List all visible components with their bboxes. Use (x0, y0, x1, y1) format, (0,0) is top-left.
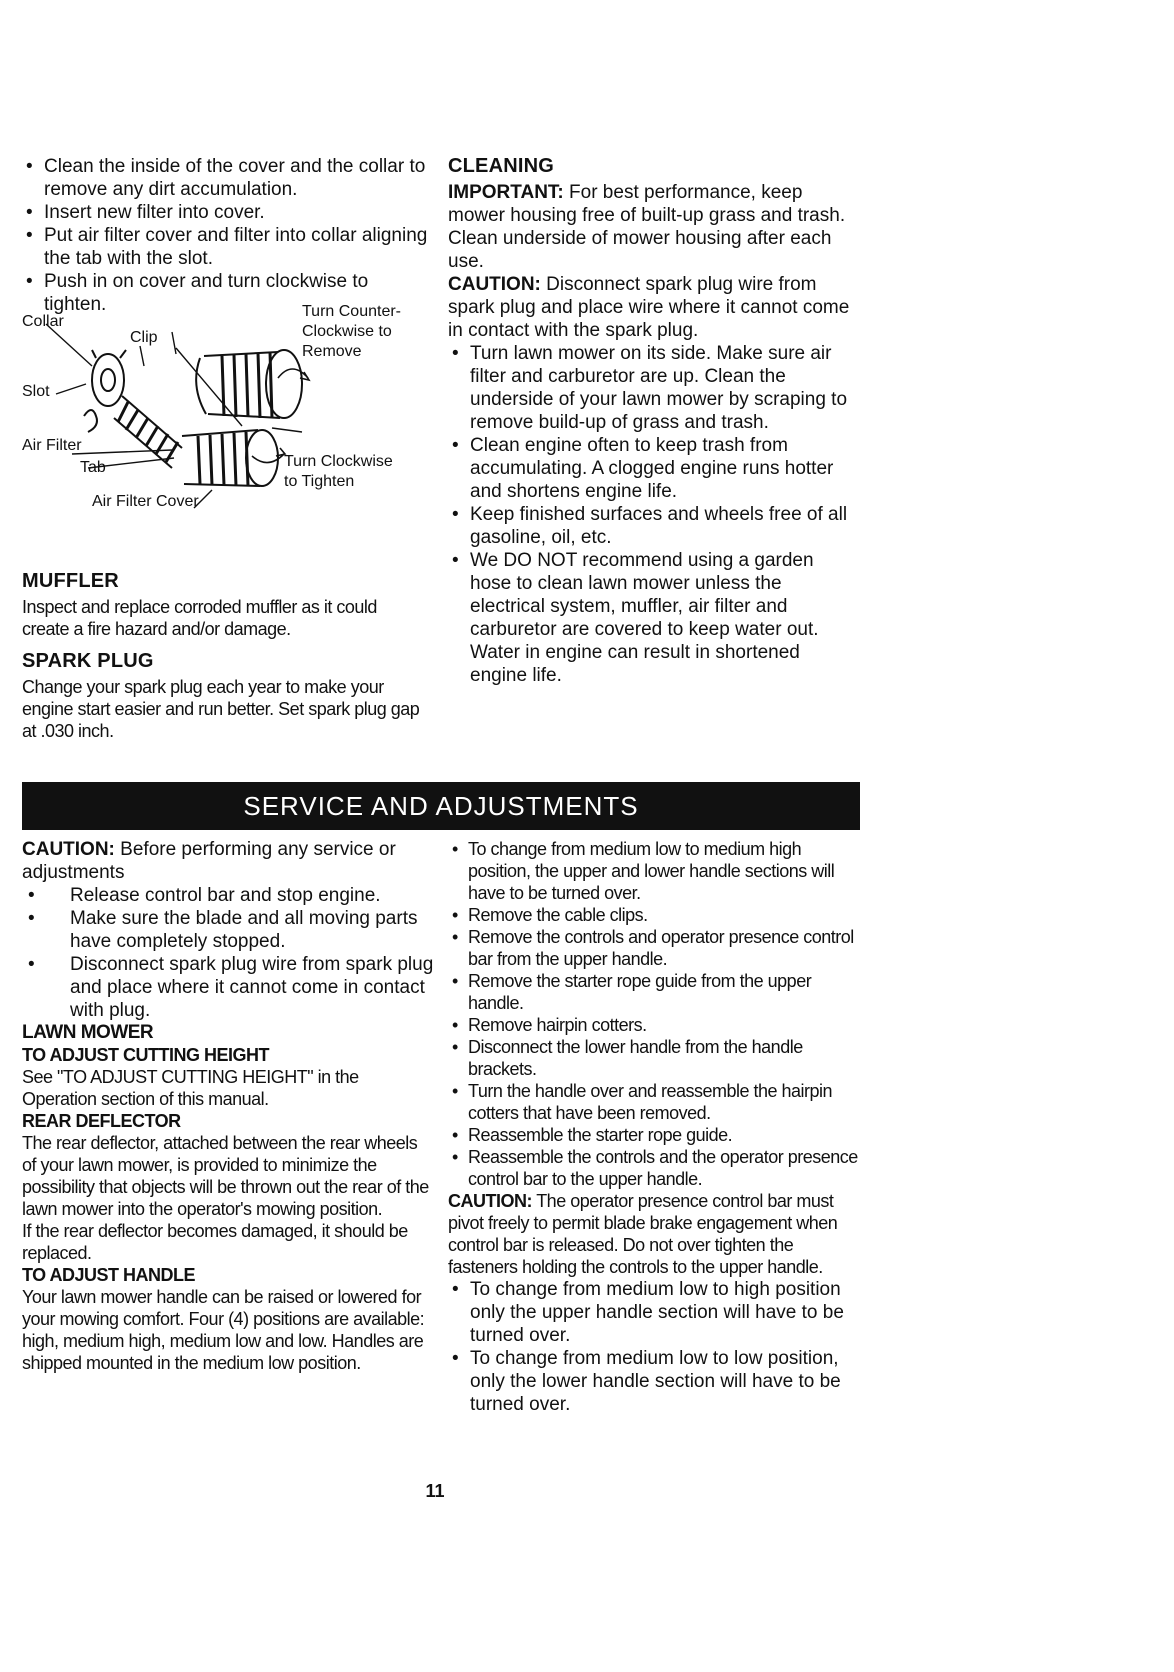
service-left-column (22, 838, 434, 1374)
list-item: • Push in on cover and turn clockwise to tighten. (22, 270, 430, 316)
cleaning-important (448, 181, 858, 273)
list-item: • Release control bar and stop engine. (22, 884, 434, 907)
list-item: • Remove hairpin cotters. (448, 1014, 860, 1036)
list-item: • Remove the cable clips. (448, 904, 860, 926)
list-item: • Put air filter cover and filter into collar aligning the tab with the slot. (22, 224, 430, 270)
service-caution-text: Before performing any service or adjustments (22, 839, 396, 883)
caution-text: Disconnect spark plug wire from spark plug and place wire where it cannot come in contact with the spark plug. (448, 274, 850, 341)
muffler-text: Inspect and replace corroded muffler as it could create a fire hazard and/or damage. (22, 597, 377, 639)
list-item: • Remove the controls and operator presence control bar from the upper handle. (448, 926, 860, 970)
label-turn-counter-3: Remove (302, 343, 362, 360)
list-item: • Clean engine often to keep trash from accumulating. A clogged engine runs hotter and shortens engine life. (448, 434, 858, 503)
lawn-mower-section (22, 1022, 434, 1374)
label-turn-clockwise-2: to Tighten (284, 473, 355, 490)
label-clip: Clip (130, 329, 158, 346)
list-item: • Clean the inside of the cover and the collar to remove any dirt accumulation. (22, 155, 430, 201)
muffler-section (22, 570, 422, 742)
label-tab: Tab (80, 459, 106, 476)
rear-deflector-text-2: If the rear deflector becomes damaged, it should be replaced. (22, 1221, 408, 1263)
page-number: 11 (425, 1481, 445, 1501)
handle-caution-label: CAUTION: (448, 1191, 532, 1211)
service-caution (22, 838, 434, 884)
handle-caution (448, 1190, 860, 1278)
spark-plug-heading: SPARK PLUG (22, 650, 154, 672)
service-banner: SERVICE AND ADJUSTMENTS (22, 782, 860, 830)
rear-deflector-heading: REAR DEFLECTOR (22, 1111, 181, 1131)
label-collar: Collar (22, 313, 64, 330)
air-filter-steps (22, 155, 430, 316)
cutting-height-heading: TO ADJUST CUTTING HEIGHT (22, 1045, 270, 1065)
caution-label: CAUTION: (448, 274, 541, 295)
list-item: • Reassemble the controls and the operator presence control bar to the upper handle. (448, 1146, 860, 1190)
list-item: • Make sure the blade and all moving parts have completely stopped. (22, 907, 434, 953)
list-item: • To change from medium low to low position, only the lower handle section will have to be turned over. (448, 1347, 860, 1416)
air-filter-illustration (22, 318, 422, 550)
list-item: • Keep finished surfaces and wheels free of all gasoline, oil, etc. (448, 503, 858, 549)
handle-steps-list (448, 838, 860, 1190)
label-turn-counter-2: Clockwise to (302, 323, 392, 340)
muffler-heading: MUFFLER (22, 570, 119, 592)
service-caution-label: CAUTION: (22, 839, 115, 860)
lawn-mower-heading: LAWN MOWER (22, 1022, 154, 1043)
list-item: • Insert new filter into cover. (22, 201, 430, 224)
cleaning-caution (448, 273, 858, 342)
list-item: • Turn lawn mower on its side. Make sure air filter and carburetor are up. Clean the underside of your lawn mower by scraping to remove build-up of grass and trash. (448, 342, 858, 434)
list-item: • To change from medium low to medium high position, the upper and lower handle sections will have to be turned over. (448, 838, 860, 904)
list-item: • Turn the handle over and reassemble the hairpin cotters that have been removed. (448, 1080, 860, 1124)
list-item: • We DO NOT recommend using a garden hose to clean lawn mower unless the electrical system, muffler, air filter and carburetor are covered to keep water out. Water in engine can result in shortened engine life. (448, 549, 858, 687)
list-item: • Remove the starter rope guide from the upper handle. (448, 970, 860, 1014)
label-slot: Slot (22, 383, 50, 400)
important-label: IMPORTANT: (448, 182, 564, 203)
air-filter-instructions (22, 155, 430, 316)
spark-plug-text: Change your spark plug each year to make your engine start easier and run better. Set spark plug gap at .030 inch. (22, 677, 420, 741)
cleaning-heading: CLEANING (448, 155, 555, 177)
handle-text: Your lawn mower handle can be raised or lowered for your mowing comfort. Four (4) positions are available: high, medium high, medium low and low. Handles are shipped mounted in the medium low position. (22, 1287, 425, 1373)
service-right-column (448, 838, 860, 1416)
label-turn-counter-1: Turn Counter- (302, 303, 401, 320)
important-text: For best performance, keep mower housing free of built-up grass and trash. Clean underside of mower housing after each use. (448, 182, 846, 272)
handle-caution-text: The operator presence control bar must pivot freely to permit blade brake engagement when control bar is released. Do not over tighten the fasteners holding the controls to the upper handle. (448, 1191, 838, 1277)
air-filter-diagram (22, 303, 422, 550)
label-air-filter: Air Filter (22, 437, 82, 454)
label-air-filter-cover: Air Filter Cover (92, 493, 199, 510)
service-caution-list (22, 884, 434, 1022)
cutting-height-text: See "TO ADJUST CUTTING HEIGHT" in the Operation section of this manual. (22, 1067, 359, 1109)
handle-steps (448, 838, 860, 1278)
label-turn-clockwise-1: Turn Clockwise (284, 453, 393, 470)
handle-heading: TO ADJUST HANDLE (22, 1265, 196, 1285)
list-item: • Disconnect the lower handle from the handle brackets. (448, 1036, 860, 1080)
cleaning-section (448, 155, 858, 687)
list-item: • Reassemble the starter rope guide. (448, 1124, 860, 1146)
cleaning-list (448, 342, 858, 687)
handle-position-list (448, 1278, 860, 1416)
list-item: • To change from medium low to high position only the upper handle section will have to be turned over. (448, 1278, 860, 1347)
list-item: • Disconnect spark plug wire from spark plug and place where it cannot come in contact with plug. (22, 953, 434, 1022)
rear-deflector-text-1: The rear deflector, attached between the rear wheels of your lawn mower, is provided to minimize the possibility that objects will be thrown out the rear of the lawn mower into the operator's mowing position. (22, 1133, 429, 1219)
